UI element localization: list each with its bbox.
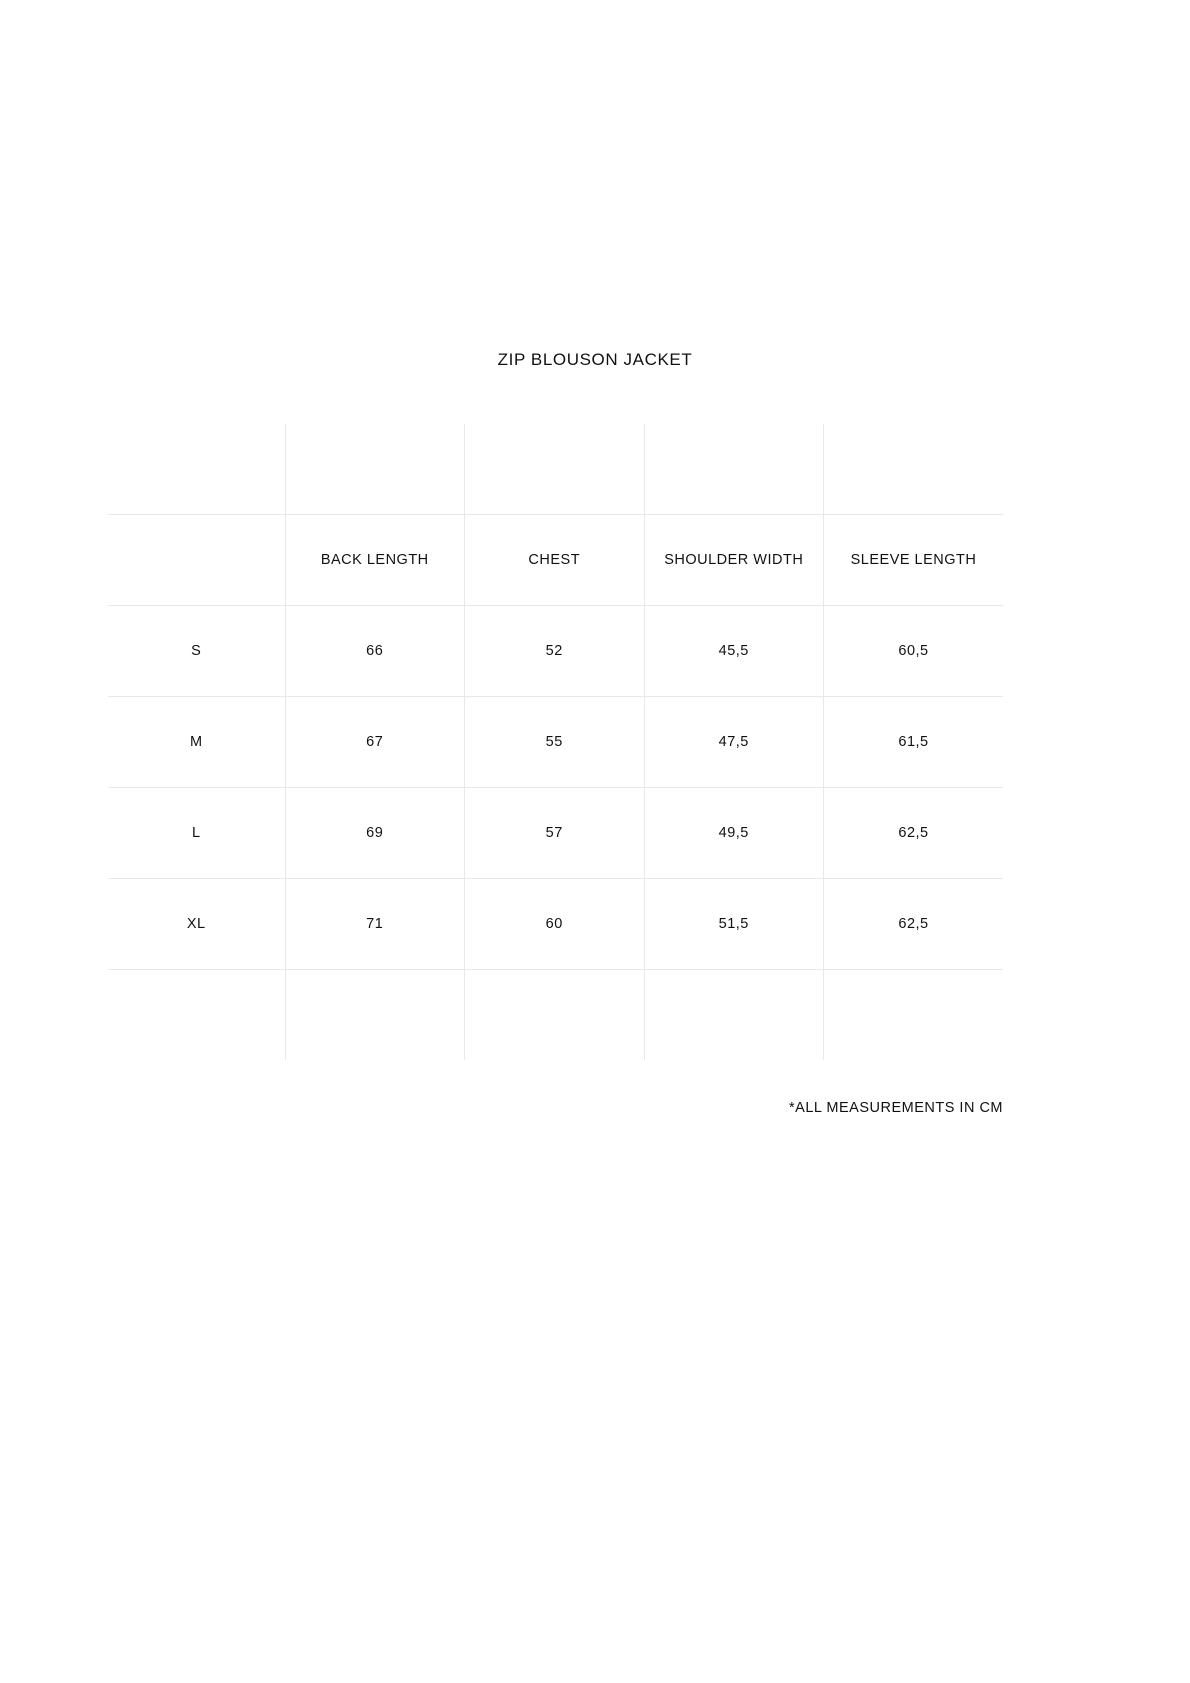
cell-chest: 55 [465,697,645,788]
cell-sleeve-length: 62,5 [824,788,1004,879]
column-header-chest: CHEST [465,515,645,606]
cell-chest: 57 [465,788,645,879]
cell-back-length: 71 [285,879,465,970]
cell-empty [824,424,1004,515]
cell-empty [285,970,465,1061]
cell-back-length: 67 [285,697,465,788]
cell-sleeve-length: 60,5 [824,606,1004,697]
column-header-back-length: BACK LENGTH [285,515,465,606]
row-size-label: S [108,606,285,697]
cell-empty [465,970,645,1061]
size-table-container [108,424,1003,1060]
cell-shoulder-width: 49,5 [644,788,824,879]
cell-empty [465,424,645,515]
cell-back-length: 66 [285,606,465,697]
cell-empty [824,970,1004,1061]
table-row [108,788,1003,879]
column-header-sleeve-length: SLEEVE LENGTH [824,515,1004,606]
cell-shoulder-width: 47,5 [644,697,824,788]
column-header-shoulder-width: SHOULDER WIDTH [644,515,824,606]
table-row-spacer-bottom [108,970,1003,1061]
cell-back-length: 69 [285,788,465,879]
cell-empty [644,970,824,1061]
cell-empty [108,424,285,515]
cell-shoulder-width: 51,5 [644,879,824,970]
cell-empty [108,970,285,1061]
table-row [108,879,1003,970]
cell-empty [644,424,824,515]
row-size-label: XL [108,879,285,970]
row-size-label: M [108,697,285,788]
cell-chest: 52 [465,606,645,697]
row-size-label: L [108,788,285,879]
size-table [108,424,1003,1060]
cell-empty [285,424,465,515]
cell-chest: 60 [465,879,645,970]
measurements-footnote: *ALL MEASUREMENTS IN CM [789,1100,1003,1116]
table-header-row [108,515,1003,606]
page-title: ZIP BLOUSON JACKET [497,350,693,369]
cell-sleeve-length: 62,5 [824,879,1004,970]
table-row [108,606,1003,697]
column-header-size [108,515,285,606]
cell-sleeve-length: 61,5 [824,697,1004,788]
table-row-spacer-top [108,424,1003,515]
table-row [108,697,1003,788]
cell-shoulder-width: 45,5 [644,606,824,697]
